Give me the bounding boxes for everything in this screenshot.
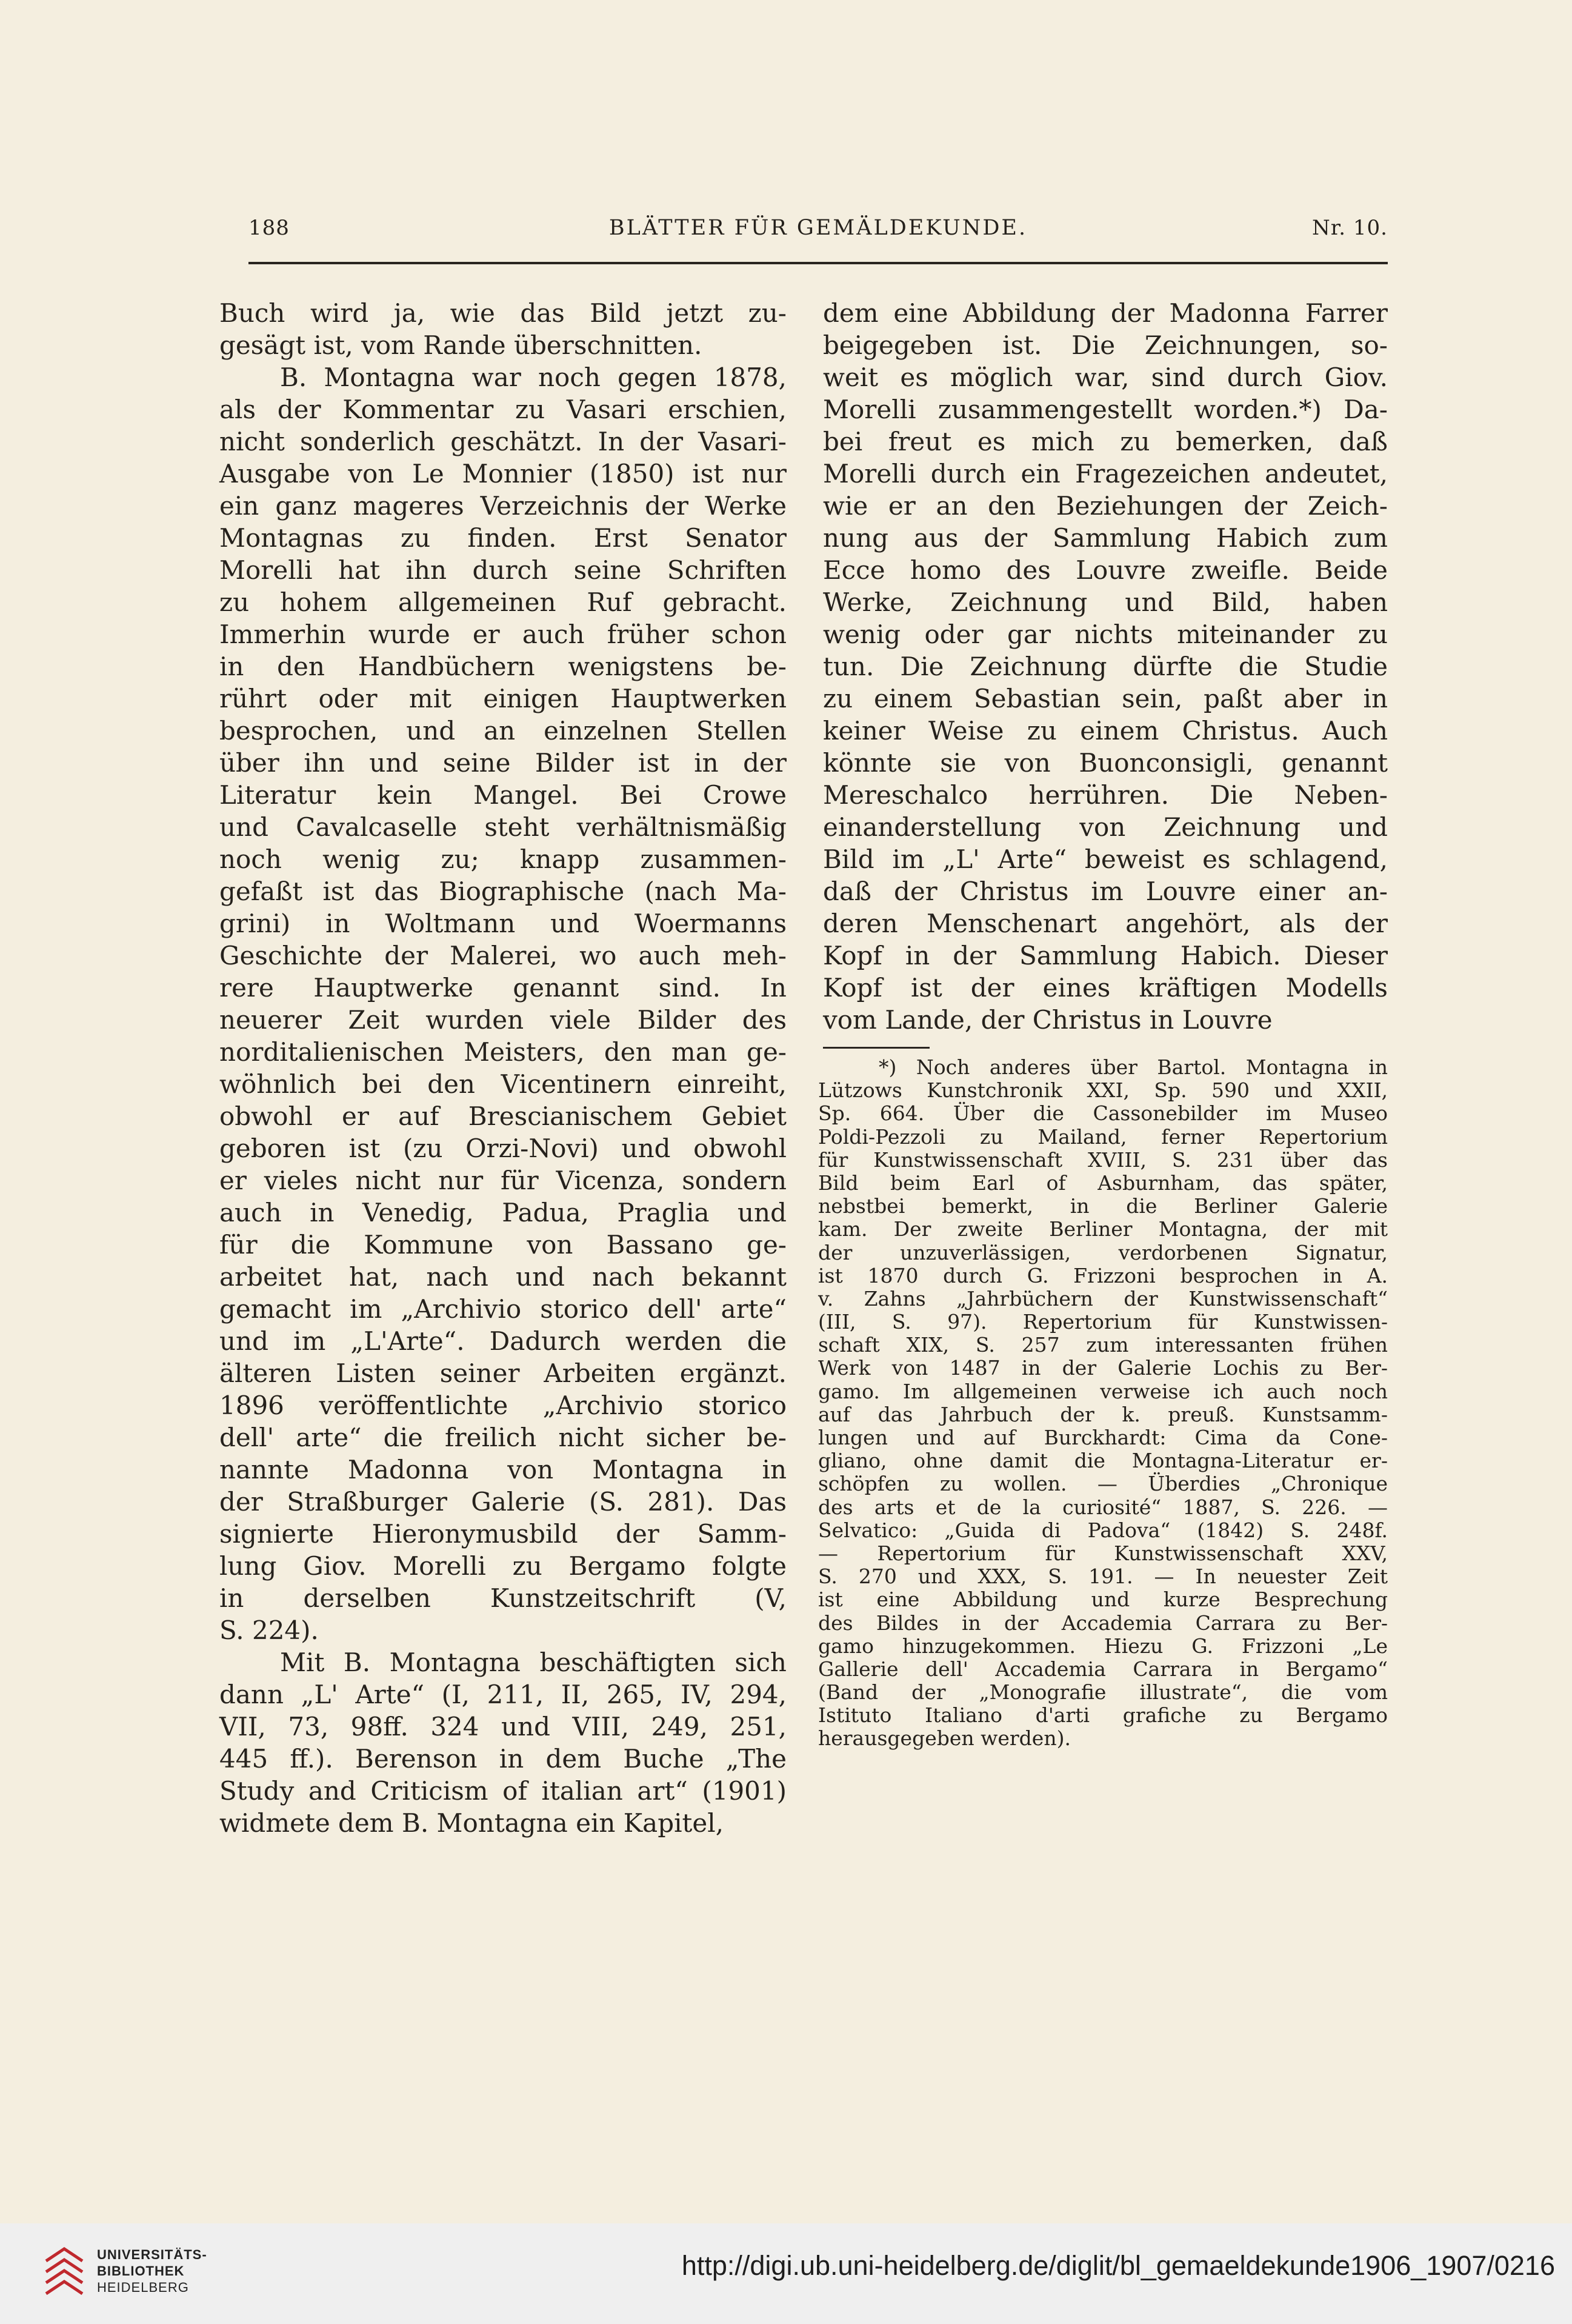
footnote-line: Selvatico: „Guida di Padova“ (1842) S. 248f. — [818, 1518, 1388, 1542]
text-line: und Cavalcaselle steht verhältnismäßig — [219, 812, 787, 842]
footnote-line: der unzuverlässigen, verdorbenen Signatur, — [818, 1240, 1388, 1264]
library-name-line1: UNIVERSITÄTS- — [97, 2247, 207, 2262]
library-logo-icon — [40, 2243, 88, 2303]
text-line: Literatur kein Mangel. Bei Crowe — [219, 780, 787, 810]
footnote — [818, 1056, 1388, 1751]
library-name — [97, 2246, 207, 2296]
footnote-line: lungen und auf Burckhardt: Cima da Cone- — [818, 1426, 1388, 1449]
footnote-line: nebstbei bemerkt, in die Berliner Galerie — [818, 1194, 1388, 1218]
text-line: nicht sonderlich geschätzt. In der Vasari- — [219, 427, 787, 456]
text-line: Werke, Zeichnung und Bild, haben — [823, 587, 1388, 617]
text-line: beigegeben ist. Die Zeichnungen, so- — [823, 330, 1388, 360]
text-line: 1896 veröffentlichte „Archivio storico — [219, 1391, 787, 1420]
footnote-line: gliano, ohne damit die Montagna-Literatur er- — [818, 1449, 1388, 1473]
text-line: über ihn und seine Bilder ist in der — [219, 748, 787, 778]
footnote-rule — [823, 1047, 930, 1049]
text-line: Morelli zusammengestellt worden.*) Da- — [823, 395, 1388, 424]
text-line: vom Lande, der Christus in Louvre — [823, 1005, 1273, 1035]
text-line: daß der Christus im Louvre einer an- — [823, 877, 1388, 906]
text-line: grini) in Woltmann und Woermanns — [219, 909, 787, 938]
text-line: er vieles nicht nur für Vicenza, sondern — [219, 1166, 787, 1195]
text-line: für die Kommune von Bassano ge- — [219, 1230, 787, 1260]
text-line: lung Giov. Morelli zu Bergamo folgte — [219, 1551, 787, 1581]
header-rule — [248, 262, 1388, 264]
footnote-line: Bild beim Earl of Asburnham, das später, — [818, 1170, 1388, 1195]
text-line: der Straßburger Galerie (S. 281). Das — [219, 1487, 787, 1517]
text-line: dem eine Abbildung der Madonna Farrer — [823, 298, 1388, 328]
library-name-line3: HEIDELBERG — [97, 2280, 189, 2295]
page-number: 188 — [248, 216, 290, 240]
issue-number: Nr. 10. — [1312, 216, 1388, 240]
footnote-line: — Repertorium für Kunstwissenschaft XXV, — [818, 1541, 1388, 1565]
footnote-line: für Kunstwissenschaft XVIII, S. 231 über das — [818, 1147, 1388, 1172]
text-line: einanderstellung von Zeichnung und — [823, 812, 1388, 842]
text-line: Study and Criticism of italian art“ (1901) — [219, 1776, 787, 1806]
text-line: zu hohem allgemeinen Ruf gebracht. — [219, 587, 787, 617]
text-line: widmete dem B. Montagna ein Kapitel, — [219, 1808, 724, 1838]
text-line: gesägt ist, vom Rande überschnitten. — [219, 330, 702, 360]
text-line: wöhnlich bei den Vicentinern einreiht, — [219, 1069, 787, 1099]
text-line: Mit B. Montagna beschäftigten sich — [280, 1648, 787, 1677]
text-line: Buch wird ja, wie das Bild jetzt zu- — [219, 298, 787, 328]
text-line: signierte Hieronymusbild der Samm- — [219, 1519, 787, 1549]
text-line: norditalienischen Meisters, den man ge- — [219, 1037, 787, 1067]
text-line: Immerhin wurde er auch früher schon — [219, 619, 787, 649]
text-line: Bild im „L' Arte“ beweist es schlagend, — [823, 844, 1388, 874]
footnote-line: auf das Jahrbuch der k. preuß. Kunstsamm- — [818, 1402, 1388, 1426]
footnote-line: gamo. Im allgemeinen verweise ich auch noch — [818, 1379, 1388, 1403]
text-line: dell' arte“ die freilich nicht sicher be- — [219, 1423, 787, 1452]
text-line: besprochen, und an einzelnen Stellen — [219, 716, 787, 746]
text-line: Kopf in der Sammlung Habich. Dieser — [823, 941, 1388, 970]
text-line: arbeitet hat, nach und nach bekannt — [219, 1262, 787, 1292]
text-line: älteren Listen seiner Arbeiten ergänzt. — [219, 1358, 787, 1388]
text-line: in derselben Kunstzeitschrift (V, — [219, 1583, 787, 1613]
footnote-line: Werk von 1487 in der Galerie Lochis zu Ber- — [818, 1356, 1388, 1380]
footnote-line: des arts et de la curiosité“ 1887, S. 226. — — [818, 1495, 1388, 1519]
text-line: 445 ff.). Berenson in dem Buche „The — [219, 1744, 787, 1774]
text-line: obwohl er auf Brescianischem Gebiet — [219, 1101, 787, 1131]
text-line: Kopf ist der eines kräftigen Modells — [823, 973, 1388, 1003]
text-line: Morelli hat ihn durch seine Schriften — [219, 555, 787, 585]
footnote-line: Lützows Kunstchronik XXI, Sp. 590 und XXII, — [818, 1078, 1388, 1103]
footnote-line: gamo hinzugekommen. Hiezu G. Frizzoni „Le — [818, 1634, 1388, 1658]
text-line: wenig oder gar nichts miteinander zu — [823, 619, 1388, 649]
footnote-line: Poldi-Pezzoli zu Mailand, ferner Repertorium — [818, 1124, 1388, 1149]
footnote-line: (III, S. 97). Repertorium für Kunstwissen- — [818, 1310, 1388, 1334]
footnote-line: *) Noch anderes über Bartol. Montagna in — [879, 1055, 1388, 1079]
text-line: ein ganz mageres Verzeichnis der Werke — [219, 491, 787, 521]
text-line: und im „L'Arte“. Dadurch werden die — [219, 1326, 787, 1356]
footnote-line: Istituto Italiano d'arti grafiche zu Bergamo — [818, 1703, 1388, 1728]
text-line: in den Handbüchern wenigstens be- — [219, 652, 787, 681]
footnote-line: (Band der „Monografie illustrate“, die vom — [818, 1680, 1388, 1705]
footnote-line: S. 270 und XXX, S. 191. — In neuester Zeit — [818, 1564, 1388, 1589]
text-line: tun. Die Zeichnung dürfte die Studie — [823, 652, 1388, 681]
journal-title: BLÄTTER FÜR GEMÄLDEKUNDE. — [608, 216, 1028, 240]
footnote-line: des Bildes in der Accademia Carrara zu Ber- — [818, 1611, 1388, 1635]
text-line: Mereschalco herrühren. Die Neben- — [823, 780, 1388, 810]
text-line: nannte Madonna von Montagna in — [219, 1455, 787, 1484]
page-header — [248, 216, 1388, 252]
footnote-line: ist eine Abbildung und kurze Besprechung — [818, 1588, 1388, 1612]
text-line: nung aus der Sammlung Habich zum — [823, 523, 1388, 553]
text-line: gemacht im „Archivio storico dell' arte“ — [219, 1294, 787, 1324]
footnote-line: v. Zahns „Jahrbüchern der Kunstwissenschaft“ — [818, 1286, 1388, 1311]
text-line: noch wenig zu; knapp zusammen- — [219, 844, 787, 874]
text-line: Morelli durch ein Fragezeichen andeutet, — [823, 459, 1388, 489]
footnote-line: kam. Der zweite Berliner Montagna, der mit — [818, 1217, 1388, 1241]
text-line: als der Kommentar zu Vasari erschien, — [219, 395, 787, 424]
text-line: S. 224). — [219, 1615, 319, 1645]
text-line: Geschichte der Malerei, wo auch meh- — [219, 941, 787, 970]
footnote-line: schaft XIX, S. 257 zum interessanten frühen — [818, 1333, 1388, 1357]
text-line: deren Menschenart angehört, als der — [823, 909, 1388, 938]
text-line: dann „L' Arte“ (I, 211, II, 265, IV, 294, — [219, 1680, 787, 1709]
text-line: Ausgabe von Le Monnier (1850) ist nur — [219, 459, 787, 489]
text-line: weit es möglich war, sind durch Giov. — [823, 362, 1388, 392]
footnote-line: ist 1870 durch G. Frizzoni besprochen in A. — [818, 1263, 1388, 1287]
text-line: neuerer Zeit wurden viele Bilder des — [219, 1005, 787, 1035]
footnote-line: Sp. 664. Über die Cassonebilder im Museo — [818, 1101, 1388, 1126]
text-line: gefaßt ist das Biographische (nach Ma- — [219, 877, 787, 906]
text-line: zu einem Sebastian sein, paßt aber in — [823, 684, 1388, 713]
right-column — [823, 297, 1388, 1036]
text-line: B. Montagna war noch gegen 1878, — [280, 362, 787, 392]
text-line: Montagnas zu finden. Erst Senator — [219, 523, 787, 553]
text-line: keiner Weise zu einem Christus. Auch — [823, 716, 1388, 746]
footnote-line: Gallerie dell' Accademia Carrara in Bergamo“ — [818, 1657, 1388, 1681]
text-line: rere Hauptwerke genannt sind. In — [219, 973, 787, 1003]
text-line: Ecce homo des Louvre zweifle. Beide — [823, 555, 1388, 585]
left-column — [219, 297, 787, 1839]
text-line: wie er an den Beziehungen der Zeich- — [823, 491, 1388, 521]
text-line: geboren ist (zu Orzi-Novi) und obwohl — [219, 1134, 787, 1163]
text-line: könnte sie von Buonconsigli, genannt — [823, 748, 1388, 778]
footnote-line: schöpfen zu wollen. — Überdies „Chronique — [818, 1472, 1388, 1496]
source-url-link[interactable]: http://digi.ub.uni-heidelberg.de/diglit/bl_gemaeldekunde1906_1907/0216 — [681, 2250, 1555, 2281]
text-line: VII, 73, 98ff. 324 und VIII, 249, 251, — [219, 1712, 787, 1741]
text-line: rührt oder mit einigen Hauptwerken — [219, 684, 787, 713]
footnote-line: herausgegeben werden). — [818, 1726, 1071, 1751]
text-line: auch in Venedig, Padua, Praglia und — [219, 1198, 787, 1227]
text-line: bei freut es mich zu bemerken, daß — [823, 427, 1388, 456]
library-name-line2: BIBLIOTHEK — [97, 2263, 185, 2279]
